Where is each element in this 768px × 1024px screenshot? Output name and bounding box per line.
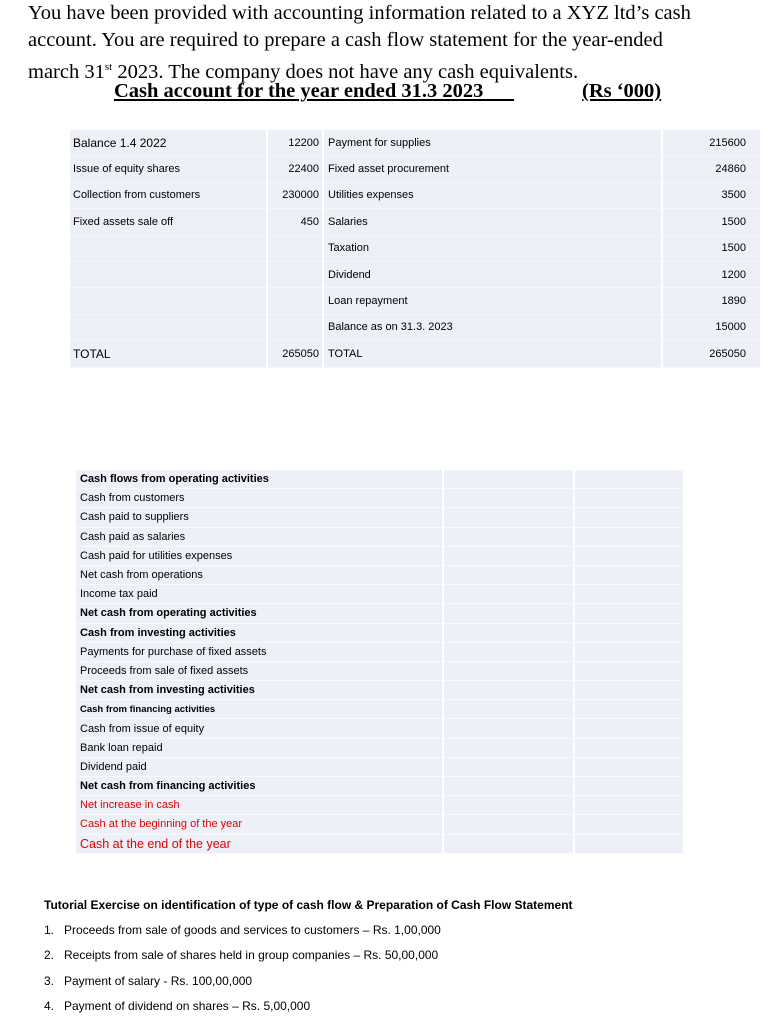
cash-flow-total-cell bbox=[574, 642, 684, 661]
cash-flow-label: Payments for purchase of fixed assets bbox=[76, 642, 443, 661]
cash-flow-label: Cash paid as salaries bbox=[76, 527, 443, 546]
cash-flow-label: Proceeds from sale of fixed assets bbox=[76, 661, 443, 680]
cash-flow-total-cell bbox=[574, 834, 684, 853]
cash-flow-amount-cell bbox=[443, 719, 574, 738]
cash-flow-total-cell bbox=[574, 489, 684, 508]
cash-flow-amount-cell bbox=[443, 777, 574, 796]
tutorial-item-number: 2. bbox=[44, 948, 55, 963]
debit-amount bbox=[267, 314, 323, 340]
debit-amount: 12200 bbox=[267, 130, 323, 156]
cash-flow-total-cell bbox=[574, 796, 684, 815]
credit-amount: 24860 bbox=[662, 156, 761, 182]
cash-flow-row bbox=[76, 738, 684, 757]
cash-flow-amount-cell bbox=[443, 508, 574, 527]
cash-flow-row bbox=[76, 623, 684, 642]
intro-line-3-sup: st bbox=[104, 61, 113, 73]
cash-account-row bbox=[70, 314, 761, 340]
credit-amount: 1500 bbox=[662, 235, 761, 261]
cash-flow-label: Net cash from investing activities bbox=[76, 681, 443, 700]
cash-flow-row bbox=[76, 470, 684, 489]
debit-amount: 230000 bbox=[267, 182, 323, 208]
debit-amount bbox=[267, 288, 323, 314]
cash-account-row bbox=[70, 341, 761, 367]
cash-account-unit: (Rs ‘000) bbox=[582, 80, 662, 102]
cash-flow-row bbox=[76, 681, 684, 700]
cash-flow-row bbox=[76, 642, 684, 661]
cash-flow-total-cell bbox=[574, 470, 684, 489]
cash-flow-row bbox=[76, 777, 684, 796]
cash-flow-amount-cell bbox=[443, 527, 574, 546]
debit-label: TOTAL bbox=[70, 341, 267, 367]
tutorial-item-text: Receipts from sale of shares held in group companies – Rs. 50,00,000 bbox=[64, 948, 439, 963]
cash-flow-row bbox=[76, 834, 684, 853]
credit-label: Payment for supplies bbox=[323, 130, 662, 156]
debit-label bbox=[70, 314, 267, 340]
tutorial-item bbox=[44, 994, 573, 1019]
debit-amount: 450 bbox=[267, 209, 323, 235]
tutorial-list bbox=[44, 918, 573, 1019]
cash-flow-amount-cell bbox=[443, 796, 574, 815]
cash-flow-total-cell bbox=[574, 777, 684, 796]
debit-label: Collection from customers bbox=[70, 182, 267, 208]
tutorial-item-number: 1. bbox=[44, 923, 55, 937]
cash-flow-total-cell bbox=[574, 738, 684, 757]
cash-flow-row bbox=[76, 604, 684, 623]
credit-label: Fixed asset procurement bbox=[323, 156, 662, 182]
cash-flow-total-cell bbox=[574, 508, 684, 527]
intro-line-2: account. You are required to prepare a cash flow statement for the year-ended bbox=[28, 29, 663, 51]
cash-flow-amount-cell bbox=[443, 738, 574, 757]
cash-flow-amount-cell bbox=[443, 565, 574, 584]
tutorial-title: Tutorial Exercise on identification of type of cash flow & Preparation of Cash Flow Statement bbox=[44, 898, 573, 912]
credit-amount: 1890 bbox=[662, 288, 761, 314]
cash-account-table bbox=[70, 130, 762, 368]
credit-label: Salaries bbox=[323, 209, 662, 235]
cash-flow-total-cell bbox=[574, 757, 684, 776]
cash-flow-label: Income tax paid bbox=[76, 585, 443, 604]
cash-flow-amount-cell bbox=[443, 489, 574, 508]
tutorial-item bbox=[44, 918, 573, 943]
cash-flow-total-cell bbox=[574, 719, 684, 738]
credit-amount: 1200 bbox=[662, 261, 761, 287]
cash-flow-label: Cash from customers bbox=[76, 489, 443, 508]
cash-flow-row bbox=[76, 815, 684, 834]
cash-flow-amount-cell bbox=[443, 546, 574, 565]
tutorial-section bbox=[44, 898, 573, 1019]
tutorial-item-text: Payment of dividend on shares – Rs. 5,00,000 bbox=[64, 998, 311, 1013]
cash-flow-label: Net increase in cash bbox=[76, 796, 443, 815]
cash-flow-total-cell bbox=[574, 681, 684, 700]
cash-flow-row bbox=[76, 661, 684, 680]
tutorial-item-number: 4. bbox=[44, 998, 55, 1013]
cash-flow-amount-cell bbox=[443, 681, 574, 700]
credit-label: Taxation bbox=[323, 235, 662, 261]
cash-flow-amount-cell bbox=[443, 700, 574, 719]
cash-account-row bbox=[70, 288, 761, 314]
cash-account-row bbox=[70, 261, 761, 287]
cash-flow-row bbox=[76, 719, 684, 738]
credit-amount: 15000 bbox=[662, 314, 761, 340]
cash-flow-row bbox=[76, 527, 684, 546]
credit-amount: 265050 bbox=[662, 341, 761, 367]
credit-label: Loan repayment bbox=[323, 288, 662, 314]
cash-account-row bbox=[70, 209, 761, 235]
cash-flow-label: Cash from financing activities bbox=[76, 700, 443, 719]
credit-amount: 1500 bbox=[662, 209, 761, 235]
cash-flow-amount-cell bbox=[443, 604, 574, 623]
cash-flow-amount-cell bbox=[443, 623, 574, 642]
debit-label: Issue of equity shares bbox=[70, 156, 267, 182]
cash-flow-row bbox=[76, 757, 684, 776]
cash-flow-label: Cash paid for utilities expenses bbox=[76, 546, 443, 565]
cash-flow-label: Dividend paid bbox=[76, 757, 443, 776]
credit-label: Dividend bbox=[323, 261, 662, 287]
cash-flow-label: Cash at the beginning of the year bbox=[76, 815, 443, 834]
intro-line-1: You have been provided with accounting information related to a XYZ ltd’s cash bbox=[28, 2, 691, 24]
cash-flow-label: Net cash from financing activities bbox=[76, 777, 443, 796]
cash-flow-label: Net cash from operations bbox=[76, 565, 443, 584]
cash-account-row bbox=[70, 130, 761, 156]
cash-flow-label: Cash from investing activities bbox=[76, 623, 443, 642]
tutorial-item-text: Payment of salary - Rs. 100,00,000 bbox=[64, 973, 253, 988]
credit-amount: 215600 bbox=[662, 130, 761, 156]
cash-flow-label: Cash flows from operating activities bbox=[76, 470, 443, 489]
cash-flow-row bbox=[76, 565, 684, 584]
debit-amount: 265050 bbox=[267, 341, 323, 367]
cash-account-title: Cash account for the year ended 31.3 2023 bbox=[114, 80, 515, 102]
cash-flow-amount-cell bbox=[443, 661, 574, 680]
cash-flow-label: Cash at the end of the year bbox=[76, 834, 443, 853]
debit-label bbox=[70, 261, 267, 287]
cash-flow-row bbox=[76, 796, 684, 815]
cash-flow-statement-table bbox=[76, 470, 685, 854]
cash-flow-label: Net cash from operating activities bbox=[76, 604, 443, 623]
tutorial-item-number: 3. bbox=[44, 973, 55, 988]
cash-flow-total-cell bbox=[574, 661, 684, 680]
cash-flow-total-cell bbox=[574, 565, 684, 584]
cash-flow-row bbox=[76, 700, 684, 719]
credit-label: Utilities expenses bbox=[323, 182, 662, 208]
tutorial-item bbox=[44, 969, 573, 994]
credit-label: Balance as on 31.3. 2023 bbox=[323, 314, 662, 340]
cash-flow-label: Cash from issue of equity bbox=[76, 719, 443, 738]
credit-label: TOTAL bbox=[323, 341, 662, 367]
cash-flow-amount-cell bbox=[443, 834, 574, 853]
debit-label: Balance 1.4 2022 bbox=[70, 130, 267, 156]
cash-flow-total-cell bbox=[574, 546, 684, 565]
cash-flow-amount-cell bbox=[443, 585, 574, 604]
cash-flow-total-cell bbox=[574, 604, 684, 623]
cash-flow-total-cell bbox=[574, 585, 684, 604]
intro-line-3-rest: 2023. The company does not have any cash equivalents. bbox=[112, 60, 579, 83]
tutorial-item bbox=[44, 943, 573, 968]
debit-amount bbox=[267, 261, 323, 287]
cash-flow-total-cell bbox=[574, 700, 684, 719]
cash-flow-amount-cell bbox=[443, 642, 574, 661]
cash-flow-label: Bank loan repaid bbox=[76, 738, 443, 757]
cash-flow-row bbox=[76, 508, 684, 527]
cash-flow-amount-cell bbox=[443, 757, 574, 776]
cash-flow-row bbox=[76, 489, 684, 508]
cash-flow-row bbox=[76, 585, 684, 604]
debit-label bbox=[70, 288, 267, 314]
cash-account-row bbox=[70, 156, 761, 182]
cash-flow-amount-cell bbox=[443, 470, 574, 489]
debit-label: Fixed assets sale off bbox=[70, 209, 267, 235]
cash-flow-row bbox=[76, 546, 684, 565]
debit-amount: 22400 bbox=[267, 156, 323, 182]
tutorial-item-text: Proceeds from sale of goods and services to customers – Rs. 1,00,000 bbox=[64, 923, 441, 937]
cash-flow-total-cell bbox=[574, 527, 684, 546]
cash-account-row bbox=[70, 235, 761, 261]
cash-flow-total-cell bbox=[574, 623, 684, 642]
intro-line-3-text: march 31 bbox=[28, 60, 105, 83]
intro-paragraph bbox=[28, 0, 763, 86]
debit-label bbox=[70, 235, 267, 261]
credit-amount: 3500 bbox=[662, 182, 761, 208]
cash-flow-label: Cash paid to suppliers bbox=[76, 508, 443, 527]
cash-flow-total-cell bbox=[574, 815, 684, 834]
debit-amount bbox=[267, 235, 323, 261]
cash-flow-amount-cell bbox=[443, 815, 574, 834]
cash-account-row bbox=[70, 182, 761, 208]
